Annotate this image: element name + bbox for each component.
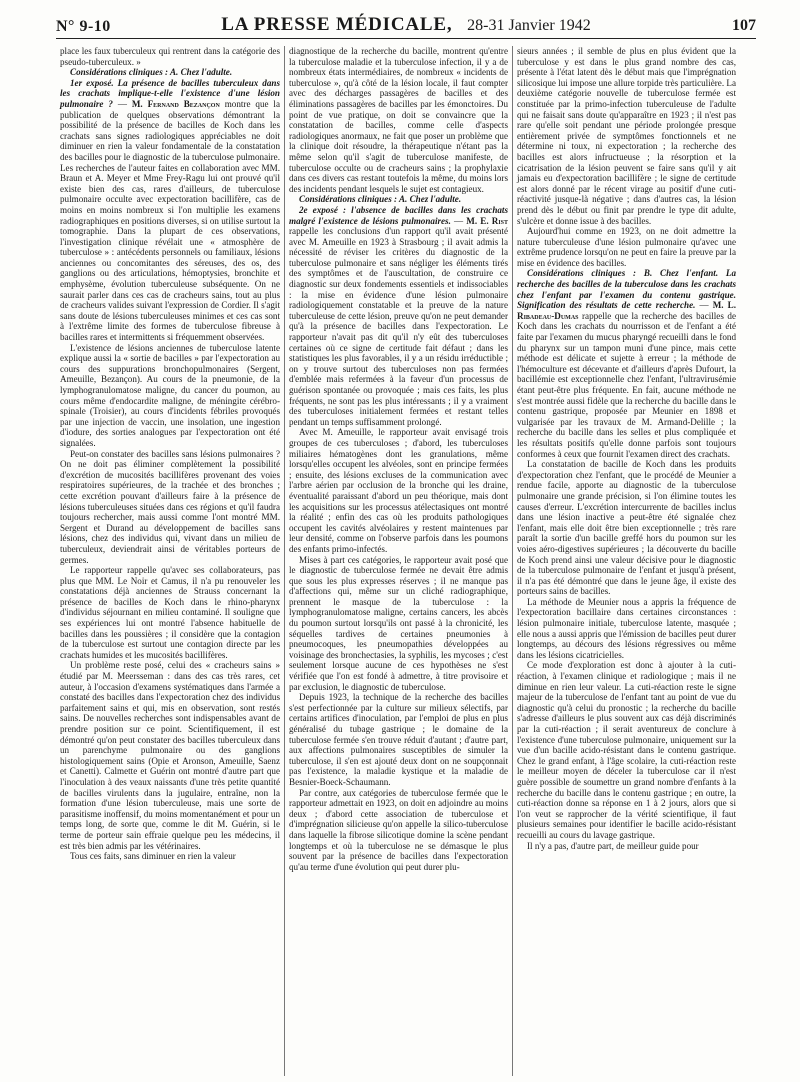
column-1	[56, 46, 284, 1076]
paragraph: diagnostique de la recherche du bacille, montrent qu'entre la tuberculose maladie et la tuberculose infection, il y a de nombreux états intermédiaires, de nombreux « incidents de tuberculose », qu'à côté de la lésion locale, il faut compter avec des décharges passagères de bacilles et des éliminations passagères de bacilles par les émonctoires. Du point de vue pratique, on doit se convaincre que la constatation de bacilles, comme celle d'aspects radiologiques anormaux, ne fait que poser un problème que la clinique doit résoudre, la thérapeutique n'étant pas la même selon qu'il s'agit de tuberculose manifeste, de tuberculose occulte ou de cracheurs sains ; la prophylaxie dans ces divers cas restant toutefois la même, du moins lors des incidents pendant lesquels le sujet est contagieux.	[289, 46, 508, 194]
header-rule	[56, 38, 756, 39]
paragraph: Tous ces faits, sans diminuer en rien la valeur	[70, 851, 236, 862]
paragraph: Aujourd'hui comme en 1923, on ne doit admettre la nature tuberculeuse d'une lésion pulmonaire qu'avec une extrême prudence lorsqu'on ne peut en faire la preuve par la mise en évidence des bacilles.	[517, 226, 736, 268]
running-title	[56, 14, 756, 36]
paragraph: place les faux tuberculeux qui rentrent dans la catégorie des pseudo-tuberculeux. »	[60, 46, 280, 67]
expose-text: rappelle les conclusions d'un rapport qu'il avait présenté avec M. Ameuille en 1923 à Strasbourg ; il avait admis la nécessité de réviser les critères du diagnostic de la tuberculose pulmonaire et sans négliger les éléments tirés des symptômes et de l'auscultation, de construire ce diagnostic sur deux fondements essentiels et indissociables : la mise en évidence d'une lésion pulmonaire radiologiquement constatable et la preuve de la nature tuberculeuse de cette lésion, preuve qu'on ne peut demander qu'à la présence de bacilles dans l'expectoration. Le rapporteur n'avait pas dit qu'il n'y eût des tuberculoses certaines où ce signe de certitude fait défaut ; dans les statistiques les plus favorables, il y a un résidu irréductible ; on y trouve surtout des tuberculoses non pas fermées d'emblée mais refermées à la faveur d'un processus de guérison spontanée ou provoquée ; mais ces faits, les plus fréquents, ne sont pas les plus intéressants ; il y a vraiment des tuberculoses initialement fermées et restant telles pendant un temps suffisamment prolongé.	[289, 226, 508, 427]
journal-name: LA PRESSE MÉDICALE,	[221, 14, 453, 35]
paragraph: Un problème reste posé, celui des « cracheurs sains » étudié par M. Meersseman : dans des cas très rares, cet auteur, à l'occasion d'examens systématiques dans l'armée a constaté des bacilles dans l'expectoration chez des individus parfaitement sains et qui, mis en observation, sont restés sains. De nouvelles recherches sont indispensables avant de prendre position sur ce point. Scientifiquement, il est démontré qu'on peut constater des bacilles tuberculeux dans un parenchyme pulmonaire ou des ganglions histologiquement sains (Opie et Aronson, Ameuille, Saenz et Canetti). Calmette et Guérin ont montré d'autre part que l'inoculation à des veaux naissants d'une très petite quantité de bacilles virulents dans la jugulaire, entraîne, non la formation d'une lésion tuberculeuse, mais une sorte de parasitisme inoffensif, du moins momentanément et pour un temps long, de sorte que, comme le dit M. Guérin, si le terme de porteur sain effraie quelque peu les médecins, il est très bien admis par les vétérinaires.	[60, 660, 280, 851]
expose-title: La présence de bacilles tuberculeux dans les crachats implique-t-elle l'existence d'une lésion pulmonaire ?	[60, 77, 280, 109]
issue-number: N° 9-10	[56, 18, 111, 35]
section-heading: Considérations cliniques : B. Chez l'enfant. La recherche des bacilles de la tuberculose dans les crachats chez l'enfant par l'examen du contenu gastrique. Signification des résultats de cette recherche.	[517, 268, 736, 311]
expose-label: 1er exposé.	[70, 77, 114, 88]
author-name: M. E. Rist	[466, 215, 508, 226]
paragraph: La constatation de bacille de Koch dans les produits d'expectoration chez l'enfant, que le procédé de Meunier a rendue facile, apporte au diagnostic de la tuberculose pulmonaire une grande précision, si l'on élimine toutes les causes d'erreur. L'excrétion intercurrente de bacilles inclus dans une lésion inactive a peut-être été signalée chez l'enfant, mais elle doit être bien exceptionnelle ; très rare paraît la sortie d'un bacille greffé hors du poumon sur les voies aéro-digestives supérieures ; la découverte du bacille de Koch prend ainsi une valeur décisive pour le diagnostic de la tuberculose pulmonaire de l'enfant et jusqu'à présent, il n'a pas été démontré que dans le jeune âge, il existe des porteurs sains de bacilles.	[517, 459, 736, 597]
paragraph: Avec M. Ameuille, le rapporteur avait envisagé trois groupes de ces tuberculoses ; d'abord, les tuberculoses miliaires hématogènes dont les granulations, même lorsqu'elles occupent les alvéoles, sont en principe fermées ; ensuite, des lésions excluses de la communication avec l'arbre aérien par occlusion de la bronche qui les draine, éventualité paraissant d'abord un peu théorique, mais dont les acquisitions sur les processus atélectasiques ont montré la réalité ; enfin des cas où les produits pathologiques occupent les cavités alvéolaires y restent maintenues par leur densité, comme on l'observe parfois dans les poumons des enfants primo-infectés.	[289, 427, 508, 554]
article-columns	[56, 46, 756, 1076]
dash: —	[695, 300, 713, 311]
column-2	[284, 46, 512, 1076]
paragraph: sieurs années ; il semble de plus en plus évident que la tuberculose y est dans le plus grand nombre des cas, présente à l'état latent dès le début mais que l'imprégnation silicosique lui impose une allure torpide très particulière. La deuxième catégorie nouvelle de tuberculose fermée est constituée par la primo-infection tuberculeuse de l'adulte qui ne faisait sans doute qu'apparaître en 1923 ; il n'est pas rare qu'elle soit pendant une période prolongée presque entièrement privée de symptômes fonctionnels et ne détermine ni toux, ni expectoration ; la recherche des bacilles est alors infructueuse ; la résorption et la cicatrisation de la lésion peuvent se faire sans qu'il y ait jamais eu d'expectoration bacillifère ; le signe de certitude est alors donné par le récent virage au positif d'une cuti-réactivité jusque-là négative ; dans d'autres cas, la lésion prend dès le début ou finit par prendre le type dit adulte, s'ulcère et donne issue à des bacilles.	[517, 46, 736, 226]
expose-label: 2e exposé :	[299, 204, 347, 215]
paragraph: Ce mode d'exploration est donc à ajouter à la cuti-réaction, à l'examen clinique et radiologique ; mais il ne diminue en rien leur valeur. La cuti-réaction reste le signe majeur de la tuberculose de l'enfant tant au point de vue du diagnostic qu'à celui du pronostic ; la recherche du bacille s'adresse d'ailleurs le plus souvent aux cas déjà discriminés par la cuti-réaction ; il serait aventureux de conclure à l'existence d'une tuberculose pulmonaire, uniquement sur la vue d'un bacille acido-résistant dans le contenu gastrique. Chez le grand enfant, à l'âge scolaire, la cuti-réaction reste le meilleur moyen de déceler la tuberculose car il n'est guère possible de soumettre un grand nombre d'enfants à la recherche du bacille dans le contenu gastrique ; en outre, la cuti-réaction donne sa réponse en 1 à 2 jours, alors que si l'on veut se rapprocher de la vérité scientifique, il faut plusieurs semaines pour identifier le bacille acido-résistant recueilli au cours du lavage gastrique.	[517, 660, 736, 840]
paragraph: Depuis 1923, la technique de la recherche des bacilles s'est perfectionnée par la culture sur milieux sélectifs, par certains artifices d'inoculation, par l'emploi de plus en plus généralisé du tubage gastrique ; le domaine de la tuberculose fermée s'en trouve réduit d'autant ; d'autre part, aux affections pulmonaires susceptibles de simuler la tuberculose, il s'en est ajouté deux dont on ne soupçonnait pas l'existence, la maladie kystique et la maladie de Besnier-Boeck-Schaumann.	[289, 692, 508, 787]
paragraph: La méthode de Meunier nous a appris la fréquence de l'expectoration bacillaire dans certaines circonstances : lésion pulmonaire initiale, tuberculose latente, masquée ; elle nous a aussi appris que l'émission de bacilles peut durer longtemps, au décours des lésions régressives ou même dans les lésions cicatricielles.	[517, 596, 736, 660]
page-header	[56, 14, 756, 40]
section-heading: Considérations cliniques : A. Chez l'adulte.	[70, 67, 233, 78]
paragraph: Mises à part ces catégories, le rapporteur avait posé que le diagnostic de tuberculose fermée ne devait être admis que sous les plus expresses réserves ; il ne manque pas d'affections qui, même sur un cliché radiographique, prennent le masque de la tuberculose : la lymphogranulomatose maligne, certains cancers, les abcès du poumon surtout lorsqu'ils ont passé à la chronicité, les séquelles tardives de certaines pneumonies à pneumocoques, les pneumopathies développées au voisinage des bronchectasies, la syphilis, les mycoses ; c'est seulement lorsque aucune de ces hypothèses ne s'est vérifiée que l'on est fondé à admettre, à titre provisoire et par exclusion, le diagnostic de tuberculose.	[289, 554, 508, 692]
paragraph: L'existence de lésions anciennes de tuberculose latente explique aussi la « sortie de bacilles » par l'expectoration au cours des suppurations bronchopulmonaires (Sergent, Ameuille, Bezançon). Au cours de la pneumonie, de la lymphogranulomatose maligne, du cancer du poumon, au cours même d'endocardite maligne, de méningite cérébro-spinale (Troisier), au cours d'incidents fébriles provoqués par une injection de vaccin, une insolation, une ingestion d'iodure, des sorties analogues par l'expectoration ont été signalées.	[60, 342, 280, 448]
paragraph: Le rapporteur rappelle qu'avec ses collaborateurs, pas plus que MM. Le Noir et Camus, il n'a pu renouveler les constatations déjà anciennes de Strauss concernant la présence de bacilles de Koch dans le rhino-pharynx d'individus séjournant en milieu contaminé. Il souligne que ses expériences lui ont montré l'absence habituelle de bacilles dans les poussières ; il considère que la contagion de la tuberculose est surtout une contagion directe par les crachats humides et les mucosités bacillifères.	[60, 565, 280, 660]
page-number: 107	[732, 17, 756, 34]
author-name: M. Fernand Bezançon	[131, 98, 220, 109]
dash: —	[112, 98, 132, 109]
expose-title: l'absence de bacilles dans les crachats malgré l'existence de lésions pulmonaires.	[289, 204, 508, 226]
author-name: M. L. Ribadeau-Dumas	[517, 300, 737, 321]
expose-paragraph	[289, 205, 508, 427]
column-3	[512, 46, 740, 1076]
expose-paragraph	[517, 268, 736, 459]
paragraph: Peut-on constater des bacilles sans lésions pulmonaires ? On ne doit pas éliminer complètement la possibilité d'excrétion de mucosités bacillifères provenant des voies respiratoires supérieures, de la trachée et des bronches ; cette excrétion pouvant d'ailleurs faire à la présence de lésions tuberculeuses situées dans ces régions et qu'il faudra toujours rechercher, mais aussi comme l'ont montré MM. Sergent et Durand au développement de bacilles sans lésions, chez des individus qui, vivant dans un milieu de tuberculeux, deviendrait ainsi de véritables porteurs de germes.	[60, 448, 280, 565]
expose-paragraph	[60, 78, 280, 343]
paragraph: Il n'y a pas, d'autre part, de meilleur guide pour	[527, 840, 699, 851]
paragraph: Par contre, aux catégories de tuberculose fermée que le rapporteur admettait en 1923, on doit en adjoindre au moins deux ; d'abord cette association de tuberculose et d'imprégnation silicieuse qu'on appelle la silico-tuberculose dans laquelle la fibrose silicotique domine la scène pendant longtemps et où la tuberculose ne se démasque le plus souvent par la présence de bacilles dans l'expectoration qu'au terme d'une évolution qui peut durer plu-	[289, 787, 508, 872]
dash: —	[450, 215, 467, 226]
section-heading: Considérations cliniques : A. Chez l'adulte.	[299, 194, 462, 205]
expose-text: rappelle que la recherche des bacilles de Koch dans les crachats du nourrisson et de l'enfant a été faite par l'examen du mucus pharyngé recueilli dans le fond du pharynx sur un tampon muni d'une pince, mais cette méthode est délicate et sujette à erreur ; la méthode de l'hémoculture est décevante et d'ailleurs d'après Dufourt, la bacillémie est exceptionnelle chez l'enfant, l'ultravirusémie étant peut-être plus fréquente. En fait, aucune méthode ne s'est montrée aussi fidèle que la recherche du bacille dans le contenu gastrique, proposée par Meunier en 1898 et vulgarisée par les travaux de M. Armand-Delille ; la recherche du bacille dans les selles et plus compliquée et les résultats positifs qu'elle donne parfois sont toujours conformes à ceux que fournit l'examen direct des crachats.	[517, 310, 736, 459]
expose-text: montre que la publication de quelques observations démontrant la possibilité de la présence de bacilles de Koch dans les crachats sans signes radiologiques appréciables ne doit diminuer en rien la valeur fondamentale de la constatation des bacilles pour le diagnostic de la tuberculose pulmonaire. Les recherches de l'auteur faites en collaboration avec MM. Braun et A. Meyer et Mme Frey-Ragu lui ont prouvé qu'il existe bien des cas, rares d'ailleurs, de tuberculose pulmonaire occulte avec expectoration bacillifère, cas de moins en moins nombreux si l'on multiplie les examens radiographiques en positions diverses, si on utilise surtout la tomographie. Dans la plupart de ces observations, l'investigation clinique révélait une « atmosphère de tuberculose » : antécédents personnels ou familiaux, lésions anciennes ou concomitantes des séreuses, des os, des ganglions ou des articulations, hémoptysies, bronchite et emphysème, évolution tuberculeuse subséquente. On ne saurait parler dans ces cas de cracheurs sains, tout au plus de cracheurs valides suivant l'expression de Cordier. Il s'agit sans doute de lésions tuberculeuses minimes et ces cas sont à l'extrême limite des formes de tuberculose fibreuse à bacilles rares et intermittents si fréquemment observées.	[60, 98, 280, 343]
issue-date: 28-31 Janvier 1942	[467, 17, 591, 34]
